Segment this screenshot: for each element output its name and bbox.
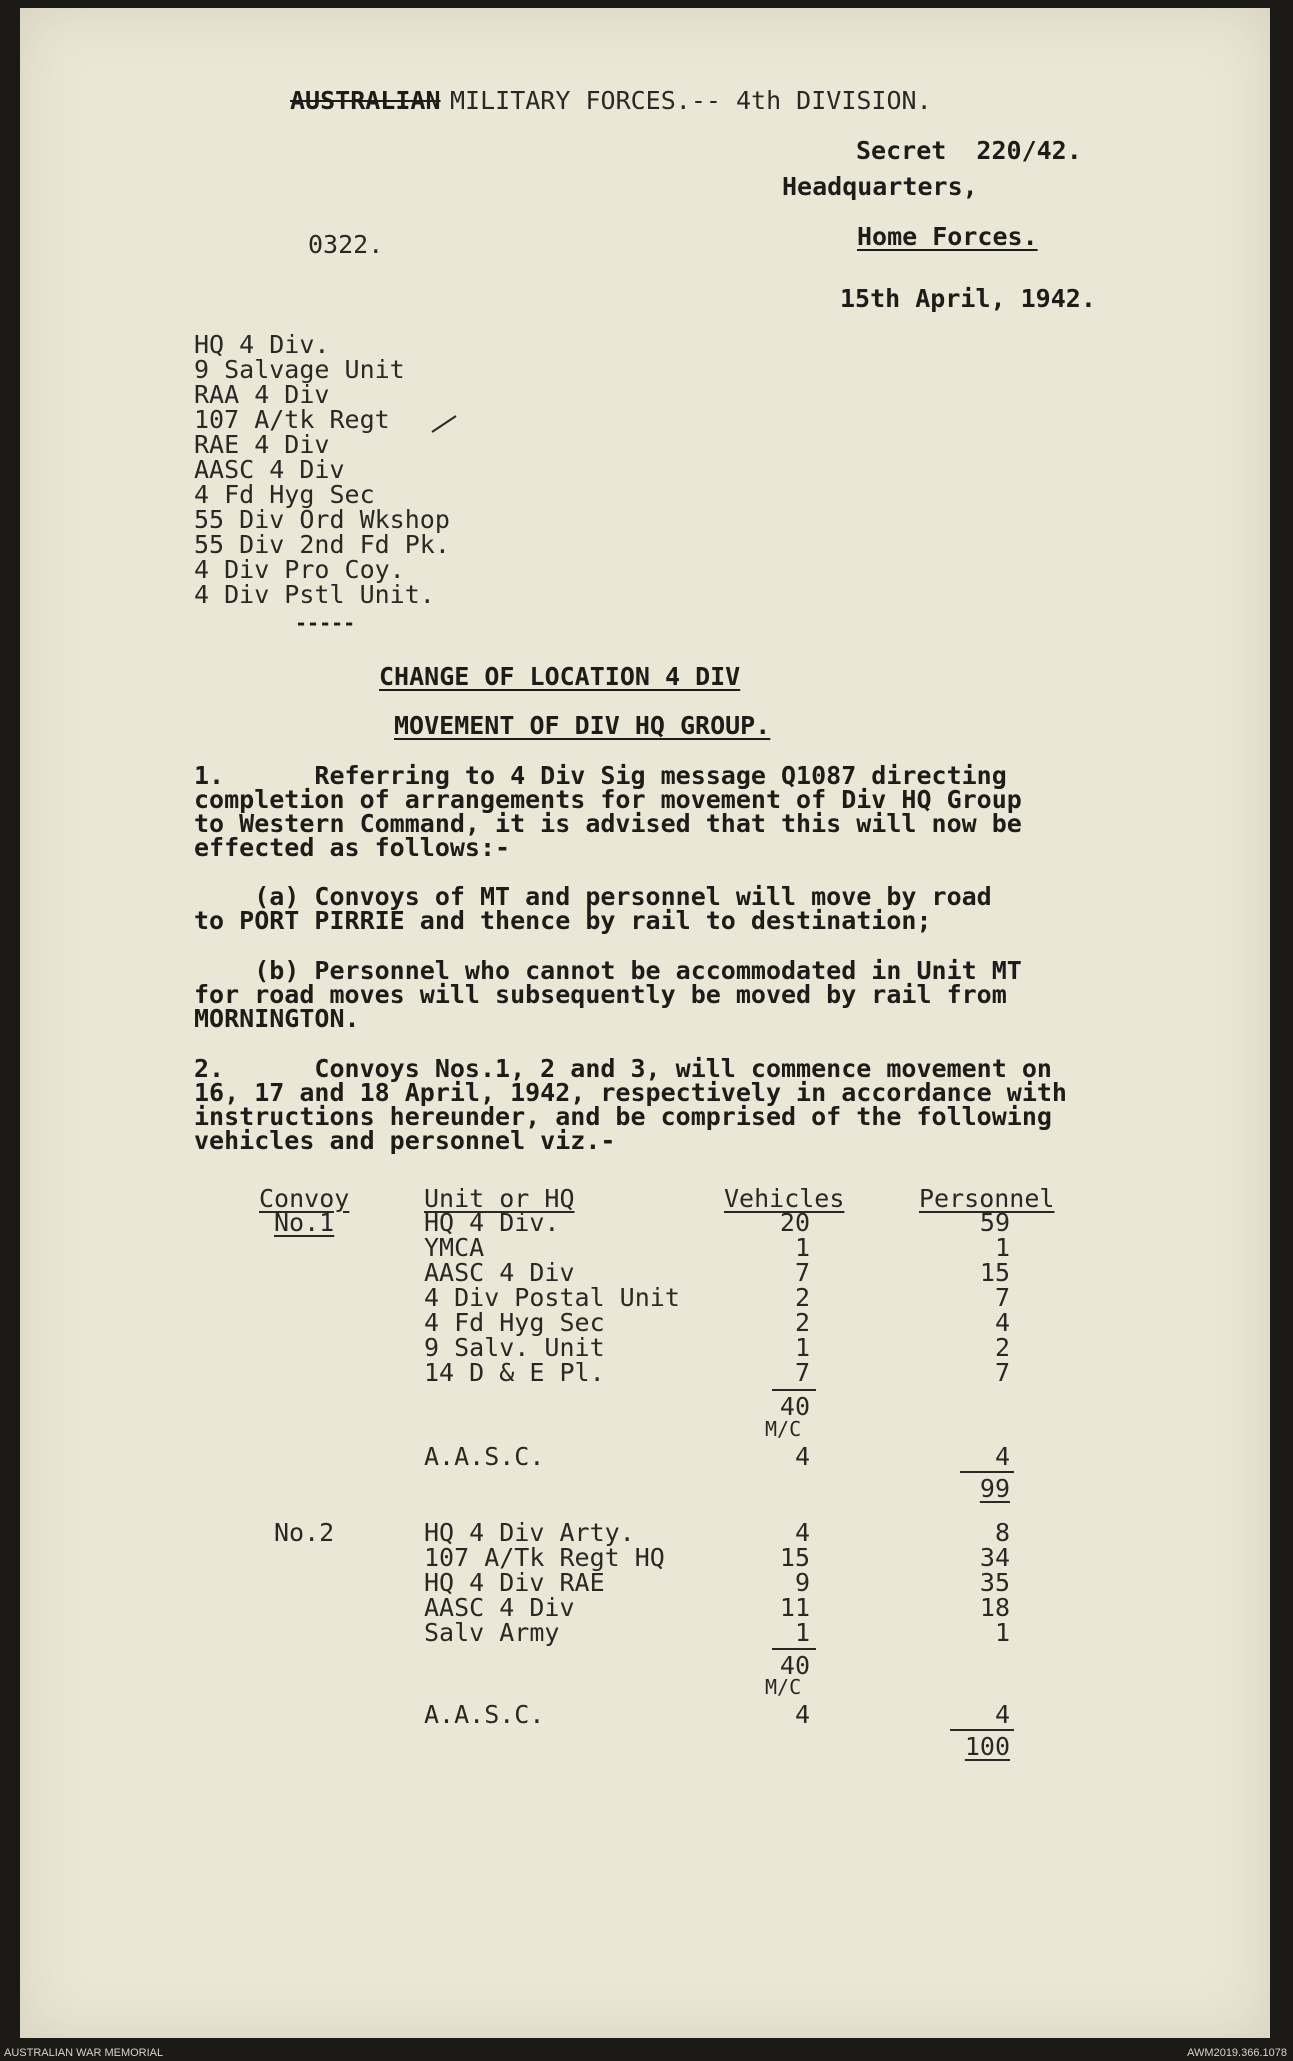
table-row-unit: HQ 4 Div Arty.	[424, 1518, 635, 1547]
table-row-personnel: 18	[979, 1593, 1010, 1622]
personnel-total: 99	[979, 1474, 1010, 1503]
recipient: 55 Div 2nd Fd Pk.	[194, 530, 450, 559]
aasc-personnel: 4	[994, 1700, 1010, 1729]
header-convoy: Convoy	[259, 1184, 350, 1213]
title-change-of-location: CHANGE OF LOCATION 4 DIV	[379, 662, 741, 691]
vehicles-total-rule	[772, 1648, 816, 1650]
table-row-vehicles: 11	[779, 1593, 810, 1622]
table-row-vehicles: 9	[794, 1568, 810, 1597]
aasc-unit: A.A.S.C.	[424, 1700, 545, 1729]
secret-ref: Secret 220/42.	[856, 136, 1082, 165]
table-row-unit: 4 Fd Hyg Sec	[424, 1308, 605, 1337]
struck-word: AUSTRALIAN	[290, 86, 441, 115]
table-row-unit: 107 A/Tk Regt HQ	[424, 1543, 665, 1572]
recipient: 107 A/tk Regt	[194, 405, 390, 434]
paragraph-line: completion of arrangements for movement of Div HQ Group	[194, 785, 1022, 814]
mc-note: M/C	[765, 1675, 802, 1699]
header-unit: Unit or HQ	[424, 1184, 575, 1213]
paragraph-line: effected as follows:-	[194, 833, 511, 862]
table-row-unit: AASC 4 Div	[424, 1258, 575, 1287]
table-row-personnel: 7	[994, 1358, 1010, 1387]
paragraph-line: for road moves will subsequently be moved by rail from	[194, 980, 1007, 1009]
header-line: MILITARY FORCES.-- 4th DIVISION.	[450, 86, 932, 115]
headquarters: Headquarters,	[782, 172, 978, 201]
paragraph-line: to PORT PIRRIE and thence by rail to destination;	[194, 906, 932, 935]
table-row-personnel: 8	[994, 1518, 1010, 1547]
table-row-vehicles: 1	[794, 1233, 810, 1262]
table-row-personnel: 4	[994, 1308, 1010, 1337]
reference-number: 0322.	[308, 230, 384, 259]
table-row-personnel: 59	[979, 1208, 1010, 1237]
table-row-unit: HQ 4 Div RAE	[424, 1568, 605, 1597]
aasc-vehicles: 4	[794, 1442, 810, 1471]
title-movement: MOVEMENT OF DIV HQ GROUP.	[394, 711, 771, 740]
paragraph-line: to Western Command, it is advised that this will now be	[194, 809, 1022, 838]
personnel-total-rule	[960, 1471, 1014, 1473]
table-row-vehicles: 7	[794, 1258, 810, 1287]
header-personnel: Personnel	[919, 1184, 1055, 1213]
recipient: AASC 4 Div	[194, 455, 345, 484]
convoy-2-label: No.2	[274, 1518, 335, 1547]
recipient: 4 Div Pro Coy.	[194, 555, 405, 584]
footer-archive: AUSTRALIAN WAR MEMORIAL	[4, 2047, 164, 2059]
table-row-vehicles: 2	[794, 1283, 810, 1312]
paragraph-line: (a) Convoys of MT and personnel will move by road	[194, 882, 992, 911]
personnel-total-rule	[950, 1729, 1014, 1731]
aasc-personnel: 4	[994, 1442, 1010, 1471]
recipient: 9 Salvage Unit	[194, 355, 405, 384]
paragraph-line: (b) Personnel who cannot be accommodated in Unit MT	[194, 956, 1022, 985]
table-row-vehicles: 1	[794, 1618, 810, 1647]
pencil-tick-mark	[430, 412, 460, 436]
table-row-unit: 4 Div Postal Unit	[424, 1283, 680, 1312]
table-row-personnel: 15	[979, 1258, 1010, 1287]
table-row-personnel: 1	[994, 1618, 1010, 1647]
vehicles-total-rule	[772, 1389, 816, 1391]
document-page	[20, 8, 1270, 2038]
table-row-personnel: 35	[979, 1568, 1010, 1597]
vehicles-total: 40	[779, 1651, 810, 1680]
table-row-vehicles: 4	[794, 1518, 810, 1547]
divider: -----	[295, 611, 356, 635]
table-row-unit: 14 D & E Pl.	[424, 1358, 605, 1387]
paragraph-line: MORNINGTON.	[194, 1004, 360, 1033]
recipient: 4 Div Pstl Unit.	[194, 580, 435, 609]
table-row-vehicles: 15	[779, 1543, 810, 1572]
header-vehicles: Vehicles	[724, 1184, 845, 1213]
paragraph-line: 2. Convoys Nos.1, 2 and 3, will commence movement on	[194, 1054, 1052, 1083]
table-row-vehicles: 1	[794, 1333, 810, 1362]
vehicles-total: 40	[779, 1392, 810, 1421]
recipient: 4 Fd Hyg Sec	[194, 480, 375, 509]
table-row-unit: YMCA	[424, 1233, 485, 1262]
recipient: HQ 4 Div.	[194, 330, 330, 359]
aasc-vehicles: 4	[794, 1700, 810, 1729]
mc-note: M/C	[765, 1417, 802, 1441]
table-row-personnel: 34	[979, 1543, 1010, 1572]
convoy-1-label: No.1	[274, 1208, 335, 1237]
table-row-unit: HQ 4 Div.	[424, 1208, 560, 1237]
recipient: 55 Div Ord Wkshop	[194, 505, 450, 534]
personnel-total: 100	[964, 1732, 1010, 1761]
table-row-personnel: 2	[994, 1333, 1010, 1362]
table-row-unit: Salv Army	[424, 1618, 560, 1647]
table-row-unit: AASC 4 Div	[424, 1593, 575, 1622]
paragraph-line: 16, 17 and 18 April, 1942, respectively in accordance with	[194, 1078, 1067, 1107]
document-date: 15th April, 1942.	[840, 284, 1096, 313]
footer-accession: AWM2019.366.1078	[1187, 2047, 1287, 2059]
table-row-unit: 9 Salv. Unit	[424, 1333, 605, 1362]
paragraph-line: 1. Referring to 4 Div Sig message Q1087 directing	[194, 761, 1007, 790]
table-row-vehicles: 20	[779, 1208, 810, 1237]
paragraph-line: instructions hereunder, and be comprised of the following	[194, 1102, 1052, 1131]
home-forces: Home Forces.	[857, 222, 1038, 251]
aasc-unit: A.A.S.C.	[424, 1442, 545, 1471]
table-row-personnel: 7	[994, 1283, 1010, 1312]
paragraph-line: vehicles and personnel viz.-	[194, 1126, 616, 1155]
table-row-personnel: 1	[994, 1233, 1010, 1262]
table-row-vehicles: 2	[794, 1308, 810, 1337]
recipient: RAA 4 Div	[194, 380, 330, 409]
recipient: RAE 4 Div	[194, 430, 330, 459]
table-row-vehicles: 7	[794, 1358, 810, 1387]
